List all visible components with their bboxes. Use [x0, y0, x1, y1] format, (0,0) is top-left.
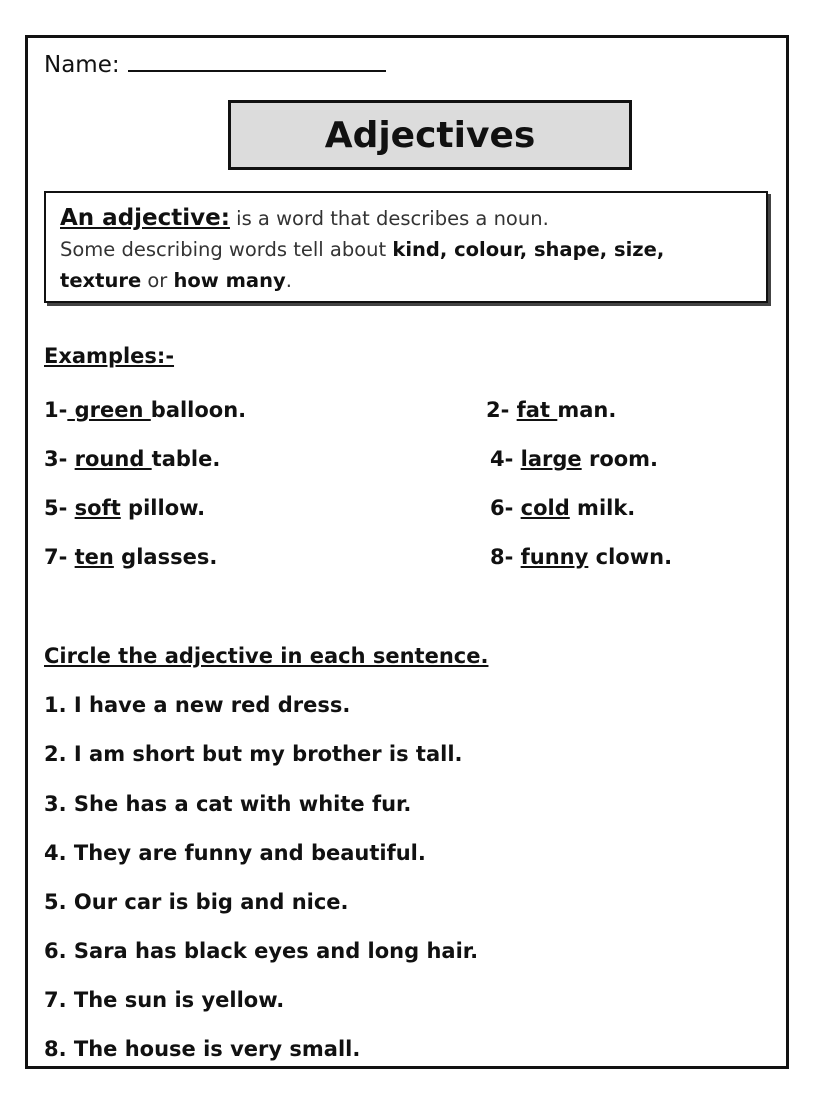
example-noun: man.: [557, 398, 617, 422]
term-texture: texture: [60, 269, 142, 292]
example-gap: [513, 545, 520, 569]
or-word: or: [141, 269, 174, 292]
term-kind: kind: [392, 238, 440, 261]
name-label: Name:: [44, 52, 120, 78]
examples-heading: Examples:-: [44, 344, 175, 368]
exercise-sentence[interactable]: 2. I am short but my brother is tall.: [44, 742, 463, 766]
example-adjective: soft: [74, 496, 121, 520]
example-gap: [509, 398, 516, 422]
example-item: [490, 447, 658, 471]
separator: ,: [519, 238, 534, 261]
example-number: 2-: [486, 398, 510, 422]
definition-text-2: Some describing words tell about: [60, 238, 393, 261]
example-gap: [67, 545, 74, 569]
example-adjective: fat: [516, 398, 558, 422]
example-adjective: cold: [520, 496, 570, 520]
example-noun: pillow.: [120, 496, 206, 520]
example-number: 4-: [490, 447, 514, 471]
definition-box: [44, 191, 768, 303]
example-item: [490, 545, 672, 569]
name-row: [44, 50, 386, 78]
example-adjective: large: [520, 447, 582, 471]
separator: ,: [599, 238, 614, 261]
worksheet: [25, 35, 789, 1069]
exercise-sentence[interactable]: 7. The sun is yellow.: [44, 988, 285, 1012]
term-shape: shape: [533, 238, 600, 261]
example-gap: [513, 447, 520, 471]
title-box: [228, 100, 632, 170]
exercise-sentence[interactable]: 4. They are funny and beautiful.: [44, 841, 426, 865]
example-item: [44, 496, 205, 520]
term-how-many: how many: [173, 269, 286, 292]
exercise-heading: Circle the adjective in each sentence.: [44, 644, 489, 668]
page-title: Adjectives: [324, 114, 536, 156]
example-adjective: funny: [520, 545, 589, 569]
definition-lead: An adjective:: [60, 205, 230, 231]
example-adjective: ten: [74, 545, 114, 569]
example-noun: clown.: [588, 545, 673, 569]
example-noun: table.: [151, 447, 221, 471]
example-gap: [67, 398, 74, 422]
example-adjective: green: [74, 398, 151, 422]
example-noun: room.: [581, 447, 659, 471]
exercise-sentence[interactable]: 5. Our car is big and nice.: [44, 890, 349, 914]
example-number: 7-: [44, 545, 68, 569]
term-size: size: [613, 238, 657, 261]
definition-text-1: is a word that describes a noun.: [229, 207, 549, 230]
example-noun: balloon.: [150, 398, 247, 422]
example-number: 8-: [490, 545, 514, 569]
example-gap: [67, 447, 74, 471]
exercise-sentence[interactable]: 8. The house is very small.: [44, 1037, 361, 1061]
period: .: [285, 269, 292, 292]
exercise-sentence[interactable]: 6. Sara has black eyes and long hair.: [44, 939, 479, 963]
example-number: 1-: [44, 398, 68, 422]
example-number: 3-: [44, 447, 68, 471]
separator: ,: [439, 238, 455, 261]
example-adjective: round: [74, 447, 152, 471]
separator: ,: [656, 238, 665, 261]
example-noun: glasses.: [113, 545, 218, 569]
example-noun: milk.: [569, 496, 636, 520]
example-item: [486, 398, 616, 422]
example-gap: [67, 496, 74, 520]
example-number: 6-: [490, 496, 514, 520]
term-colour: colour: [454, 238, 520, 261]
exercise-sentence[interactable]: 1. I have a new red dress.: [44, 693, 351, 717]
example-item: [44, 398, 246, 422]
name-blank-line: [128, 50, 386, 72]
example-item: [44, 447, 220, 471]
example-item: [490, 496, 635, 520]
example-item: [44, 545, 217, 569]
example-gap: [513, 496, 520, 520]
exercise-sentence[interactable]: 3. She has a cat with white fur.: [44, 792, 412, 816]
example-number: 5-: [44, 496, 68, 520]
